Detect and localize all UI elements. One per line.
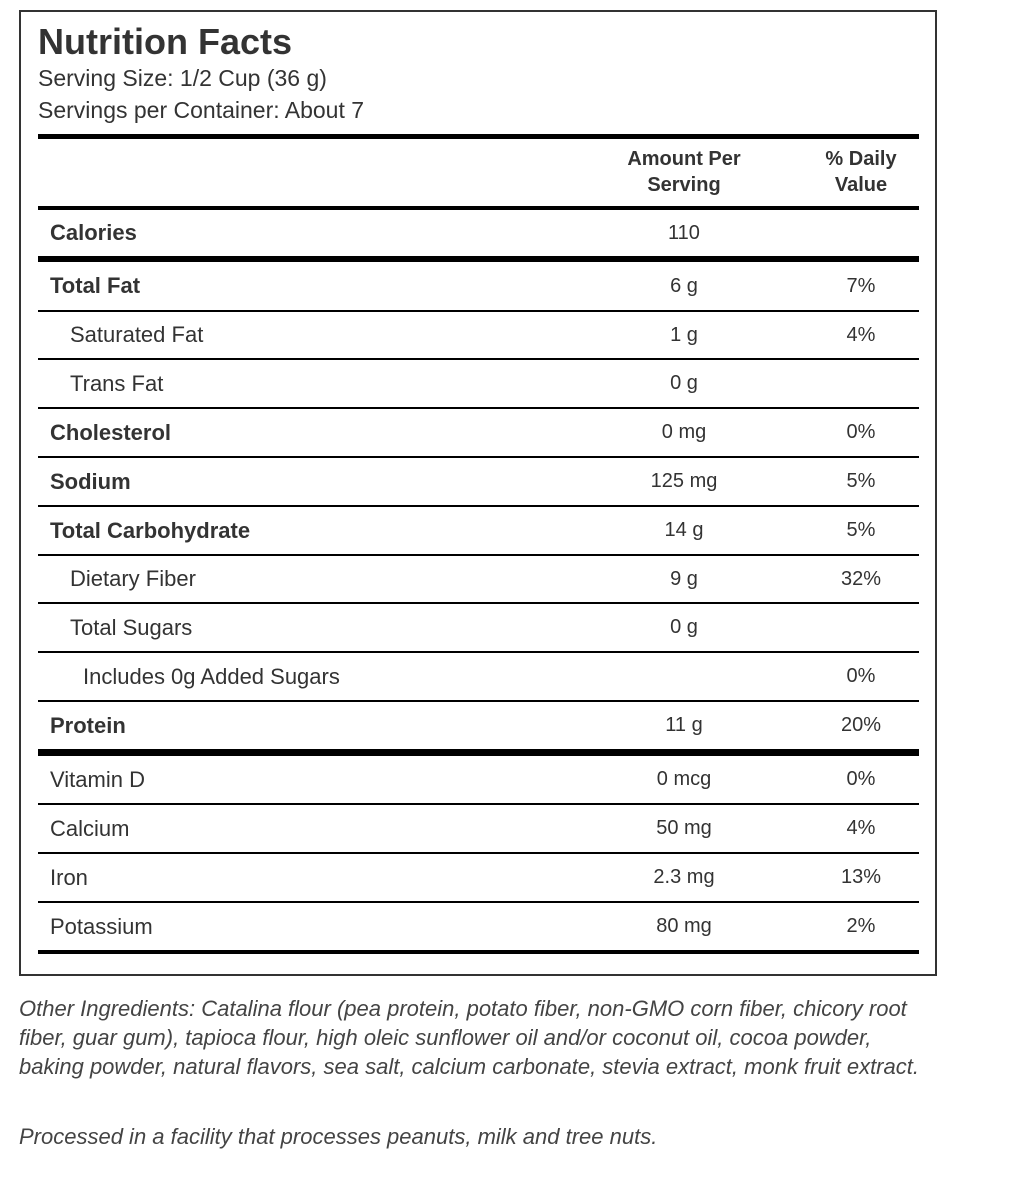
nutrient-row-cholesterol [38, 409, 919, 456]
nutrient-name: Cholesterol [50, 419, 172, 445]
nutrient-daily-value: 4% [846, 323, 876, 346]
nutrient-amount: 11 g [665, 714, 703, 736]
nutrient-name: Calories [50, 220, 137, 245]
nutrient-row-calories [38, 210, 919, 256]
nutrient-name: Total Fat [50, 273, 141, 298]
nutrient-row-iron [38, 854, 919, 901]
nutrient-amount: 14 g [664, 519, 704, 541]
nutrient-daily-value: 7% [846, 274, 876, 297]
nutrient-name: Trans Fat [70, 370, 164, 396]
nutrient-amount [598, 653, 770, 700]
nutrient-name: Potassium [50, 913, 153, 939]
nutrient-name: Total Sugars [70, 614, 193, 640]
nutrient-name: Protein [50, 712, 126, 738]
nutrient-row-protein [38, 702, 919, 749]
nutrient-amount: 1 g [670, 323, 698, 346]
nutrient-daily-value: 20% [840, 714, 882, 736]
nutrient-daily-value: 0% [846, 768, 876, 790]
nutrient-row-vitamin-d [38, 756, 919, 803]
nutrient-row-total-fat [38, 262, 919, 310]
nutrient-row-total-sugars [38, 604, 919, 651]
nutrition-title: Nutrition Facts [38, 21, 293, 62]
thick-rule [38, 749, 919, 756]
nutrient-name: Sodium [50, 468, 131, 494]
nutrient-daily-value [808, 360, 914, 407]
allergen-statement: Processed in a facility that processes peanuts, milk and tree nuts. [19, 1124, 658, 1149]
nutrient-amount: 0 mcg [656, 768, 712, 790]
nutrient-amount: 80 mg [656, 915, 712, 937]
nutrient-daily-value: 5% [846, 470, 876, 492]
nutrient-daily-value: 5% [846, 519, 876, 541]
nutrient-amount: 125 mg [650, 470, 718, 492]
nutrient-amount: 0 g [670, 372, 698, 394]
nutrient-amount: 50 mg [656, 817, 712, 839]
column-header-amount: Amount Per Serving [627, 148, 741, 196]
nutrient-name: Calcium [50, 815, 130, 841]
other-ingredients: Other Ingredients: Catalina flour (pea protein, potato fiber, non-GMO corn fiber, chicory root fiber, guar gum), tapioca flour, high oleic sunflower oil and/or coconut oil, cocoa powder, baking powder, natural flavors, sea salt, calcium carbonate, stevia extract, monk fruit extract. [19, 996, 919, 1079]
thick-rule-bottom [38, 950, 919, 954]
nutrient-amount: 6 g [670, 274, 698, 297]
nutrient-name: Total Carbohydrate [50, 517, 251, 543]
column-header-daily-value: % Daily Value [825, 148, 897, 196]
nutrient-daily-value: 13% [840, 866, 882, 888]
nutrient-daily-value: 2% [846, 915, 876, 937]
nutrient-amount: 2.3 mg [653, 866, 715, 888]
nutrient-daily-value [808, 210, 914, 256]
nutrient-daily-value: 0% [846, 665, 876, 687]
nutrient-row-calcium [38, 805, 919, 852]
serving-size: Serving Size: 1/2 Cup (36 g) [38, 65, 327, 91]
nutrient-row-dietary-fiber [38, 556, 919, 602]
thick-rule-top [38, 134, 919, 139]
nutrient-amount: 110 [668, 221, 700, 244]
nutrient-daily-value: 4% [846, 817, 876, 839]
nutrient-name: Dietary Fiber [70, 566, 196, 591]
nutrient-row-trans-fat [38, 360, 919, 407]
nutrient-row-saturated-fat [38, 312, 919, 358]
nutrient-daily-value [808, 604, 914, 651]
nutrition-facts-panel [19, 10, 937, 976]
nutrient-row-added-sugars [38, 653, 919, 700]
nutrient-name: Vitamin D [50, 766, 145, 792]
nutrient-amount: 0 mg [661, 421, 707, 443]
servings-per-container: Servings per Container: About 7 [38, 97, 365, 123]
nutrient-row-total-carbohydrate [38, 507, 919, 554]
nutrient-row-sodium [38, 458, 919, 505]
nutrient-name: Iron [50, 864, 88, 890]
nutrient-daily-value: 32% [840, 567, 882, 590]
nutrient-name: Saturated Fat [70, 322, 204, 347]
nutrient-daily-value: 0% [846, 421, 876, 443]
nutrient-row-potassium [38, 903, 919, 950]
nutrient-name: Includes 0g Added Sugars [83, 663, 340, 689]
nutrient-amount: 9 g [670, 567, 698, 590]
nutrient-amount: 0 g [670, 616, 698, 638]
